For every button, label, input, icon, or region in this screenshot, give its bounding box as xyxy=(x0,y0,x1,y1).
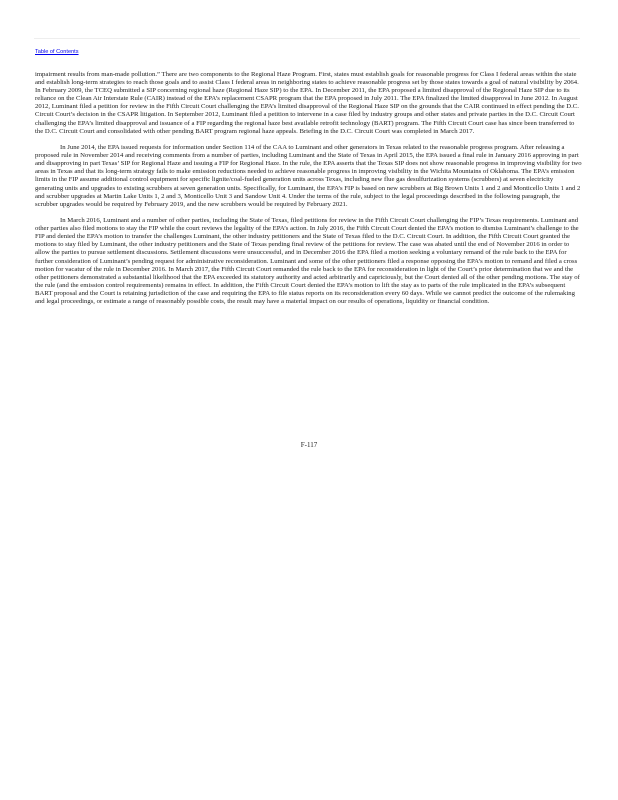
header-divider xyxy=(34,38,580,39)
paragraph-march-2016-petitions: In March 2016, Luminant and a number of other parties, including the State of Texas, filed petitions for review in the Fifth Circuit Court challenging the FIP’s Texas requirements. Luminant and other parties also filed motions to stay the FIP while the court reviews the legality of the EPA’s action. In July 2016, the Fifth Circuit Court denied the EPA’s motion to dismiss Luminant’s challenge to the FIP and denied the EPA’s motion to transfer the challenges Luminant, the other industry petitioners and the State of Texas filed to the D.C. Circuit Court. In addition, the Fifth Circuit Court granted the motions to stay filed by Luminant, the other industry petitioners and the State of Texas pending final review of the petitions for review. The case was abated until the end of November 2016 in order to allow the parties to pursue settlement discussions. Settlement discussions were unsuccessful, and in December 2016 the EPA filed a motion seeking a voluntary remand of the rule back to the EPA for further consideration of Luminant’s pending request for administrative reconsideration. Luminant and some of the other petitioners filed a response opposing the EPA’s motion to remand and filed a cross motion for vacatur of the rule in December 2016. In March 2017, the Fifth Circuit Court remanded the rule back to the EPA for reconsideration in light of the Court’s prior determination that we and the other petitioners demonstrated a substantial likelihood that the EPA exceeded its statutory authority and acted arbitrarily and capriciously, but the Court denied all of the other pending motions. The stay of the rule (and the emission control requirements) remains in effect. In addition, the Fifth Circuit Court denied the EPA’s motion to lift the stay as to parts of the rule implicated in the EPA’s subsequent BART proposal and the Court is retaining jurisdiction of the case and requiring the EPA to file status reports on its reconsideration every 60 days. While we cannot predict the outcome of the rulemaking and legal proceedings, or estimate a range of reasonably possible costs, the result may have a material impact on our results of operations, liquidity or financial condition. xyxy=(35,217,580,306)
paragraph-regional-haze-program: impairment results from man-made pollution.” There are two components to the Regional Haze Program. First, states must establish goals for reasonable progress for Class I federal areas within the state and establish long-term strategies to reach those goals and to assist Class I federal areas in neighboring states to achieve reasonable progress set by those states towards a goal of natural visibility by 2064. In February 2009, the TCEQ submitted a SIP concerning regional haze (Regional Haze SIP) to the EPA. In December 2011, the EPA proposed a limited disapproval of the Regional Haze SIP due to its reliance on the Clean Air Interstate Rule (CAIR) instead of the EPA’s replacement CSAPR program that the EPA proposed in July 2011. The EPA finalized the limited disapproval in June 2012. In August 2012, Luminant filed a petition for review in the Fifth Circuit Court challenging the EPA’s limited disapproval of the Regional Haze SIP on the grounds that the CAIR continued in effect pending the D.C. Circuit Court’s decision in the CSAPR litigation. In September 2012, Luminant filed a petition to intervene in a case filed by industry groups and other states and private parties in the D.C. Circuit Court challenging the EPA’s limited disapproval and issuance of a FIP regarding the regional haze best available retrofit technology (BART) program. The Fifth Circuit Court case has since been transferred to the D.C. Circuit Court and consolidated with other pending BART program regional haze appeals. Briefing in the D.C. Circuit Court was completed in March 2017. xyxy=(35,71,579,135)
table-of-contents-link[interactable]: Table of Contents xyxy=(35,49,79,55)
body-text xyxy=(35,71,583,314)
page-number: F-117 xyxy=(300,441,318,449)
paragraph-june-2014-requests: In June 2014, the EPA issued requests for information under Section 114 of the CAA to Luminant and other generators in Texas related to the reasonable progress program. After releasing a proposed rule in November 2014 and receiving comments from a number of parties, including Luminant and the State of Texas in April 2015, the EPA issued a final rule in January 2016 approving in part and disapproving in part Texas’ SIP for Regional Haze and issuing a FIP for Regional Haze. In the rule, the EPA asserts that the Texas SIP does not show reasonable progress in improving visibility for two areas in Texas and that its long-term strategy fails to make emission reductions needed to achieve reasonable progress in improving visibility in the Wichita Mountains of Oklahoma. The EPA’s emission limits in the FIP assume additional control equipment for specific lignite/coal-fueled generation units across Texas, including new flue gas desulfurization systems (scrubbers) at seven electricity generating units and upgrades to existing scrubbers at seven generation units. Specifically, for Luminant, the EPA’s FIP is based on new scrubbers at Big Brown Units 1 and 2 and Monticello Units 1 and 2 and scrubber upgrades at Martin Lake Units 1, 2 and 3, Monticello Unit 3 and Sandow Unit 4. Under the terms of the rule, subject to the legal proceedings described in the following paragraph, the scrubber upgrades would be required by February 2019, and the new scrubbers would be required by February 2021. xyxy=(35,144,582,208)
